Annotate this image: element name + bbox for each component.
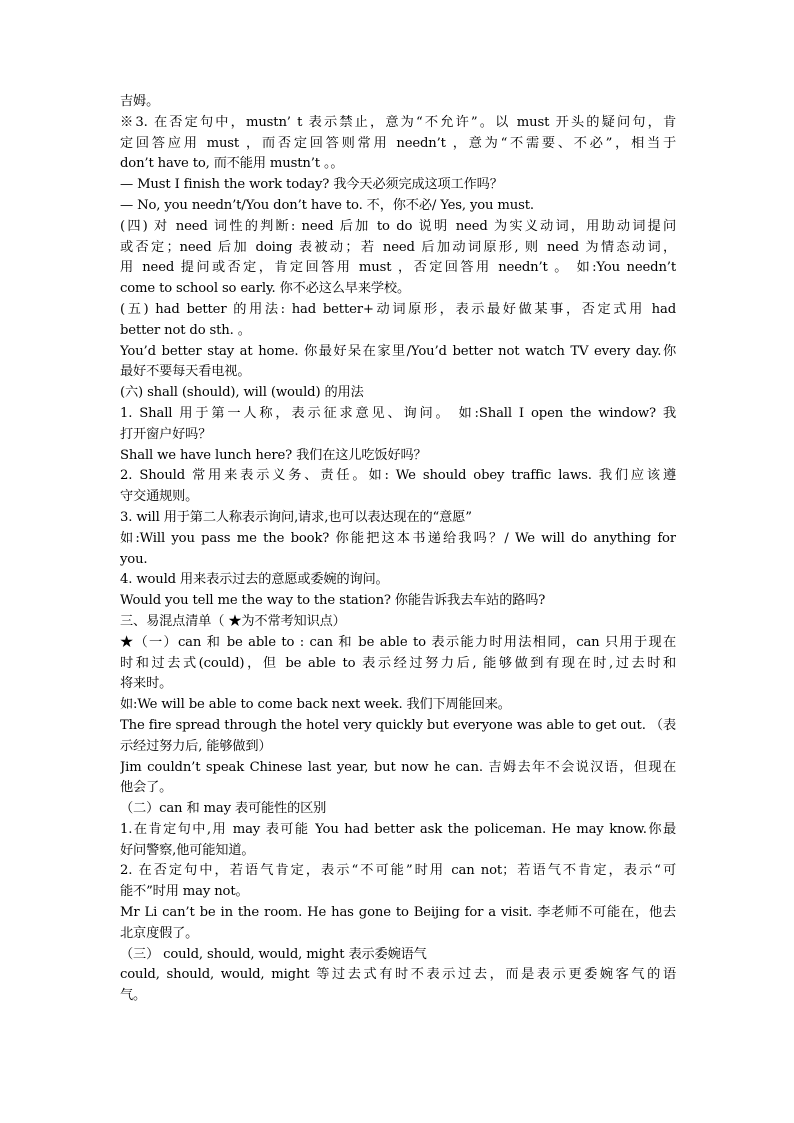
text-line: better not do sth. 。 — [120, 322, 251, 338]
text-line: (五) had better 的用法: had better+动词原形，表示最好做某事，否定式用 had — [120, 301, 676, 317]
text-line: could, should, would, might 等过去式有时不表示过去，而是表示更委婉客气的语 — [120, 967, 676, 983]
text-line: 北京度假了。 — [120, 925, 199, 941]
text-line: 3. will 用于第二人称表示询问,请求,也可以表达现在的“意愿” — [120, 509, 472, 525]
text-line: come to school so early. 你不必这么早来学校。 — [120, 281, 410, 297]
text-line: You’d better stay at home. 你最好呆在家里/You’d better not watch TV every day.你 — [120, 343, 676, 359]
text-line: Mr Li can’t be in the room. He has gone to Beijing for a visit. 李老师不可能在，他去 — [120, 905, 676, 921]
text-line: — Must I finish the work today? 我今天必须完成这项工作吗？ — [120, 177, 503, 193]
document-page — [120, 92, 676, 1007]
section-heading: 三、易混点清单（ ★为不常考知识点） — [120, 613, 346, 629]
text-line: 将来时。 — [120, 676, 173, 692]
text-line: 打开窗户好吗？ — [120, 426, 212, 442]
text-line: 定回答应用 must ，而否定回答则常用 needn’t ，意为“不需要、不必”，相当于 — [120, 135, 676, 151]
text-line: 好问警察,他可能知道。 — [120, 842, 255, 858]
text-line: 守交通规则。 — [120, 489, 199, 505]
text-line: 用 need 提问或否定，肯定回答用 must ，否定回答用 needn’t 。 如:You needn’t — [120, 260, 676, 276]
text-line: (四) 对 need 词性的判断: need 后加 to do 说明 need 为实义动词，用助动词提问 — [120, 218, 676, 234]
text-line: The fire spread through the hotel very quickly but everyone was able to get out. （表 — [120, 717, 676, 733]
text-line: （三） could, should, would, might 表示委婉语气 — [120, 946, 427, 962]
text-line: 能不”时用 may not。 — [120, 884, 249, 900]
text-line: 1. Shall 用于第一人称，表示征求意见、询问。 如:Shall I open the window? 我 — [120, 405, 676, 421]
text-line: 最好不要每天看电视。 — [120, 364, 251, 380]
text-line: 吉姆。 — [120, 94, 160, 109]
text-line: (六) shall (should), will (would) 的用法 — [120, 385, 364, 401]
text-line: 1.在肯定句中,用 may 表可能 You had better ask the policeman. He may know.你最 — [120, 821, 676, 837]
text-line: Would you tell me the way to the station? 你能告诉我去车站的路吗? — [120, 593, 546, 609]
text-line: — No, you needn’t/You don’t have to. 不，你不必/ Yes, you must. — [120, 197, 534, 213]
text-line: 气。 — [120, 988, 147, 1004]
text-line: 2. 在否定句中，若语气肯定，表示“不可能”时用 can not；若语气不肯定，表示“可 — [120, 863, 676, 879]
text-line: 4. would 用来表示过去的意愿或委婉的询问。 — [120, 572, 389, 588]
text-line: 2. Should 常用来表示义务、责任。如: We should obey traffic laws. 我们应该遵 — [120, 468, 676, 484]
text-line: 如:We will be able to come back next week. 我们下周能回来。 — [120, 697, 511, 713]
text-line: 或否定；need 后加 doing 表被动；若 need 后加动词原形, 则 need 为情态动词， — [120, 239, 676, 255]
text-line: 时和过去式(could)，但 be able to 表示经过努力后, 能够做到有现在时,过去时和 — [120, 655, 676, 671]
text-line: 示经过努力后, 能够做到） — [120, 738, 272, 754]
text-line: ★（一）can 和 be able to : can 和 be able to 表示能力时用法相同，can 只用于现在 — [120, 634, 676, 650]
text-line: 如:Will you pass me the book? 你能把这本书递给我吗？/ We will do anything for — [120, 530, 676, 546]
text-line: Shall we have lunch here? 我们在这儿吃饭好吗？ — [120, 447, 427, 463]
text-line: ※3. 在否定句中，mustn’ t 表示禁止，意为“不允许”。以 must 开头的疑问句，肯 — [120, 114, 676, 130]
text-line: Jim couldn’t speak Chinese last year, but now he can. 吉姆去年不会说汉语，但现在 — [120, 759, 676, 775]
text-line: don’t have to, 而不能用 mustn’t 。。 — [120, 156, 344, 172]
text-line: you. — [120, 551, 148, 567]
text-line: （二）can 和 may 表可能性的区别 — [120, 801, 327, 817]
text-line: 他会了。 — [120, 780, 173, 796]
